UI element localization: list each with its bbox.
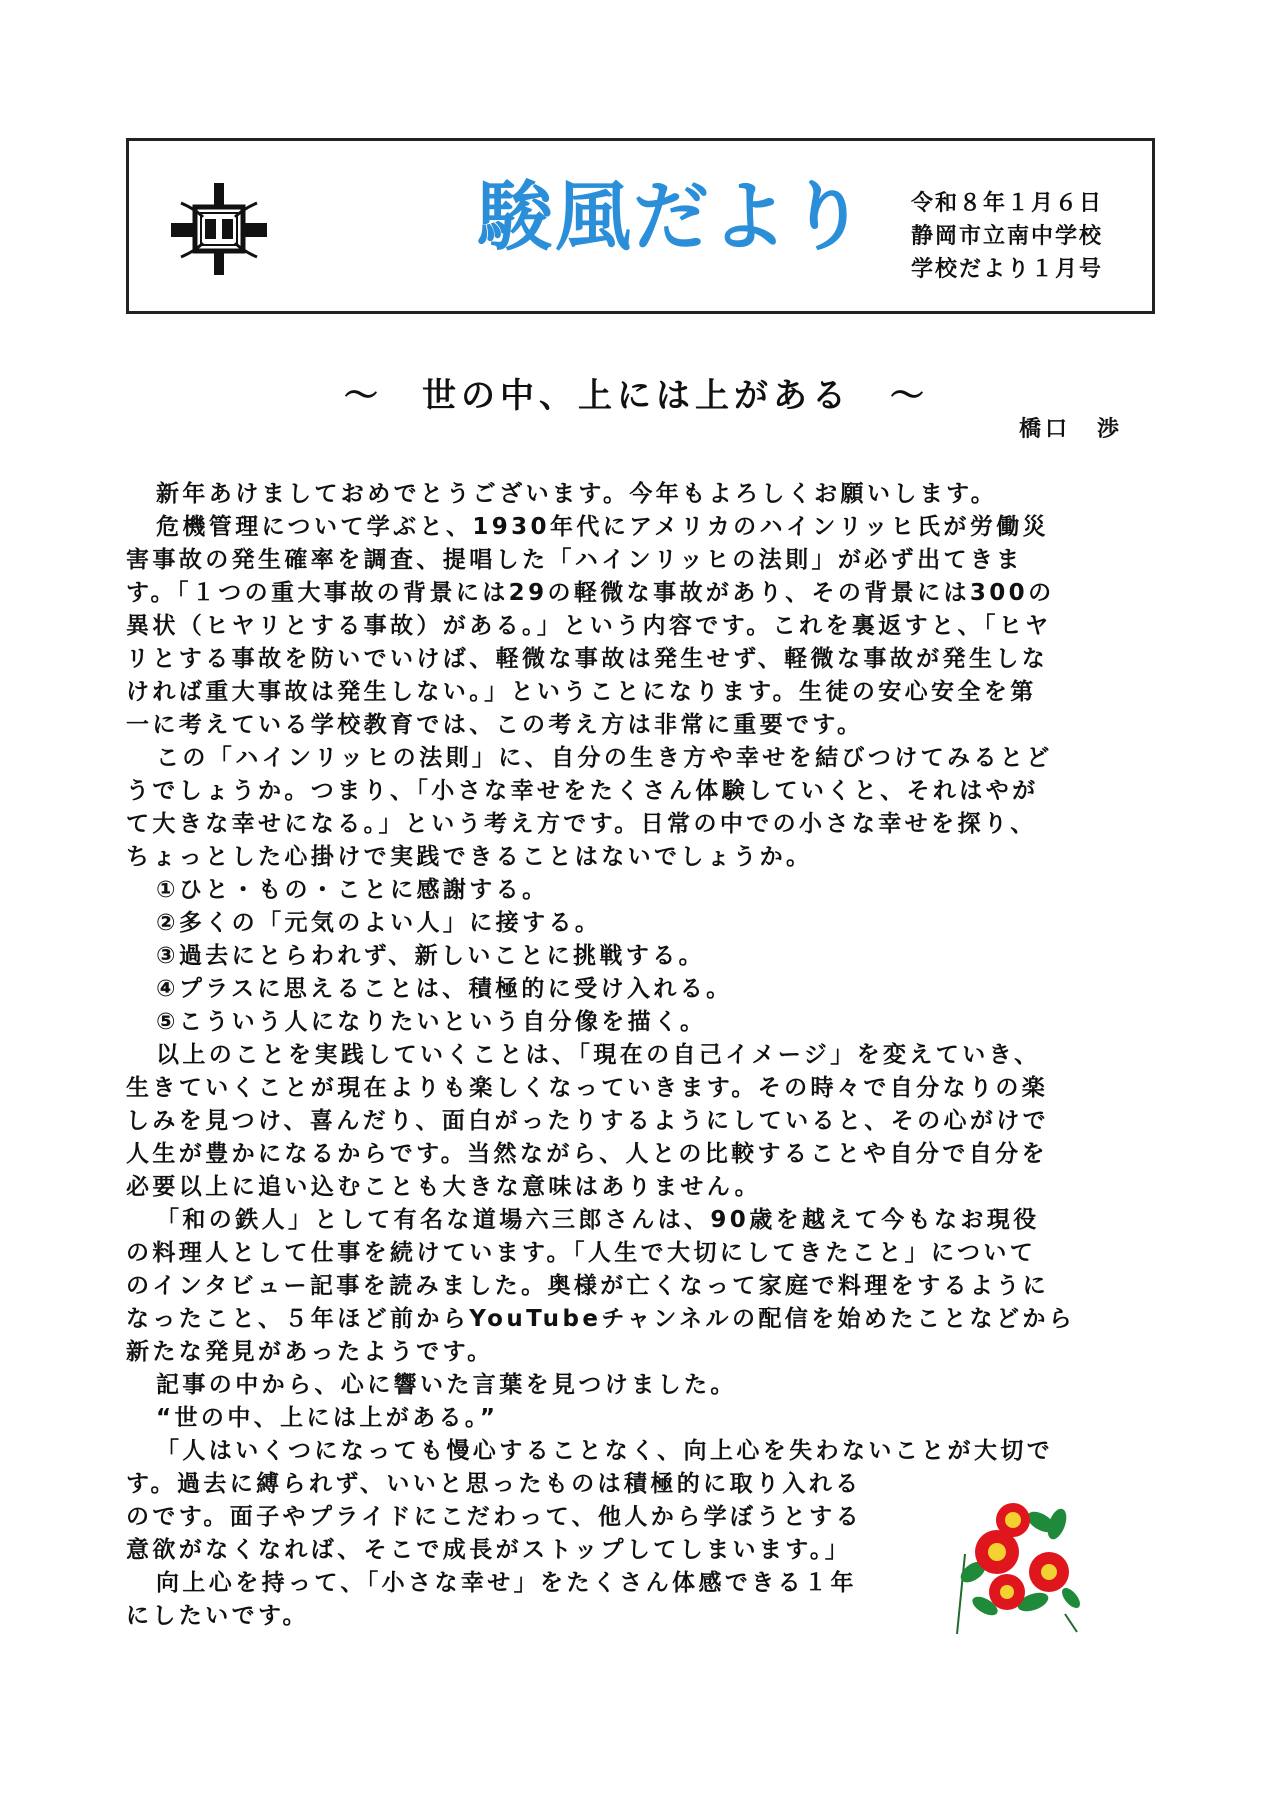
body-line: 以上のことを実践していくことは、「現在の自己イメージ」を変えていき、 [156,1042,1041,1068]
list-item: ⑤こういう人になりたいという自分像を描く。 [156,1009,707,1035]
article-headline: ～ 世の中、上には上がある ～ [344,376,929,416]
list-item: ③過去にとらわれず、新しいことに挑戦する。 [156,943,706,969]
body-line: しみを見つけ、喜んだり、面白がったりするようにしていると、その心がけで [126,1108,1050,1134]
quote-line: 「人はいくつになっても慢心することなく、向上心を失わないことが大切で [156,1438,1054,1464]
body-line: ちょっとした心掛けで実践できることはないでしょうか。 [126,844,813,870]
issue-date: 令和８年１月６日 [911,191,1104,216]
body-line: ければ重大事故は発生しない。」ということになります。生徒の安心安全を第 [126,679,1037,705]
body-line: 害事故の発生確率を調査、提唱した「ハインリッヒの法則」が必ず出てきま [126,547,1023,573]
camellia-flower-icon [945,1494,1087,1634]
school-name: 静岡市立南中学校 [911,224,1104,249]
body-line: の料理人として仕事を続けています。「人生で大切にしてきたこと」について [126,1240,1037,1266]
body-line: 向上心を持って、「小さな幸せ」をたくさん体感できる１年 [156,1570,857,1596]
body-line: 「和の鉄人」として有名な道場六三郎さんは、90歳を越えて今もなお現役 [156,1207,1040,1233]
body-line: 必要以上に追い込むことも大きな意味はありません。 [126,1174,761,1200]
quote-line: “世の中、上には上がある。” [156,1405,499,1431]
quote-line: のです。面子やプライドにこだわって、他人から学ぼうとする [126,1504,862,1530]
body-line: 記事の中から、心に響いた言葉を見つけました。 [156,1372,737,1398]
body-line: 危機管理について学ぶと、1930年代にアメリカのハインリッヒ氏が労働災 [156,514,1050,540]
issue-info [911,187,1103,286]
body-line: 異状（ヒヤリとする事故）がある。」という内容です。これを裏返すと、「ヒヤ [126,613,1052,639]
body-line: す。「１つの重大事故の背景には29の軽微な事故があり、その背景には300の [126,580,1055,606]
quote-line: す。過去に縛られず、いいと思ったものは積極的に取り入れる [126,1471,862,1497]
body-line: 新たな発見があったようです。 [126,1339,494,1365]
list-item: ④プラスに思えることは、積極的に受け入れる。 [156,976,733,1002]
body-line: て大きな幸せになる。」という考え方です。日常の中での小さな幸せを探り、 [126,811,1037,837]
list-item: ①ひと・もの・ことに感謝する。 [156,877,549,903]
body-line: にしたいです。 [126,1603,309,1629]
body-line: 新年あけましておめでとうございます。今年もよろしくお願いします。 [156,481,998,507]
list-item: ②多くの「元気のよい人」に接する。 [156,910,602,936]
quote-line: 意欲がなくなれば、そこで成長がストップしてしまいます。」 [126,1537,852,1563]
header-box [126,138,1155,314]
body-line: のインタビュー記事を読みました。奥様が亡くなって家庭で料理をするように [126,1273,1050,1299]
body-line: リとする事故を防いでいけば、軽微な事故は発生せず、軽微な事故が発生しな [126,646,1049,672]
newsletter-title: 駿風だより [477,172,867,261]
school-emblem-icon [167,179,271,279]
body-line: うでしょうか。つまり、「小さな幸せをたくさん体験していくと、それはやが [126,778,1039,804]
article-body [126,478,1126,1633]
body-line: 一に考えている学校教育では、この考え方は非常に重要です。 [126,712,864,738]
body-line: この「ハインリッヒの法則」に、自分の生き方や幸せを結びつけてみるとど [156,745,1053,771]
article-author: 橋口 渉 [1018,417,1123,442]
body-line: 生きていくことが現在よりも楽しくなっていきます。その時々で自分なりの楽 [126,1075,1049,1101]
body-line: なったこと、５年ほど前からYouTubeチャンネルの配信を始めたことなどから [126,1306,1076,1332]
body-line: 人生が豊かになるからです。当然ながら、人との比較することや自分で自分を [126,1141,1048,1167]
issue-number: 学校だより１月号 [911,257,1104,282]
